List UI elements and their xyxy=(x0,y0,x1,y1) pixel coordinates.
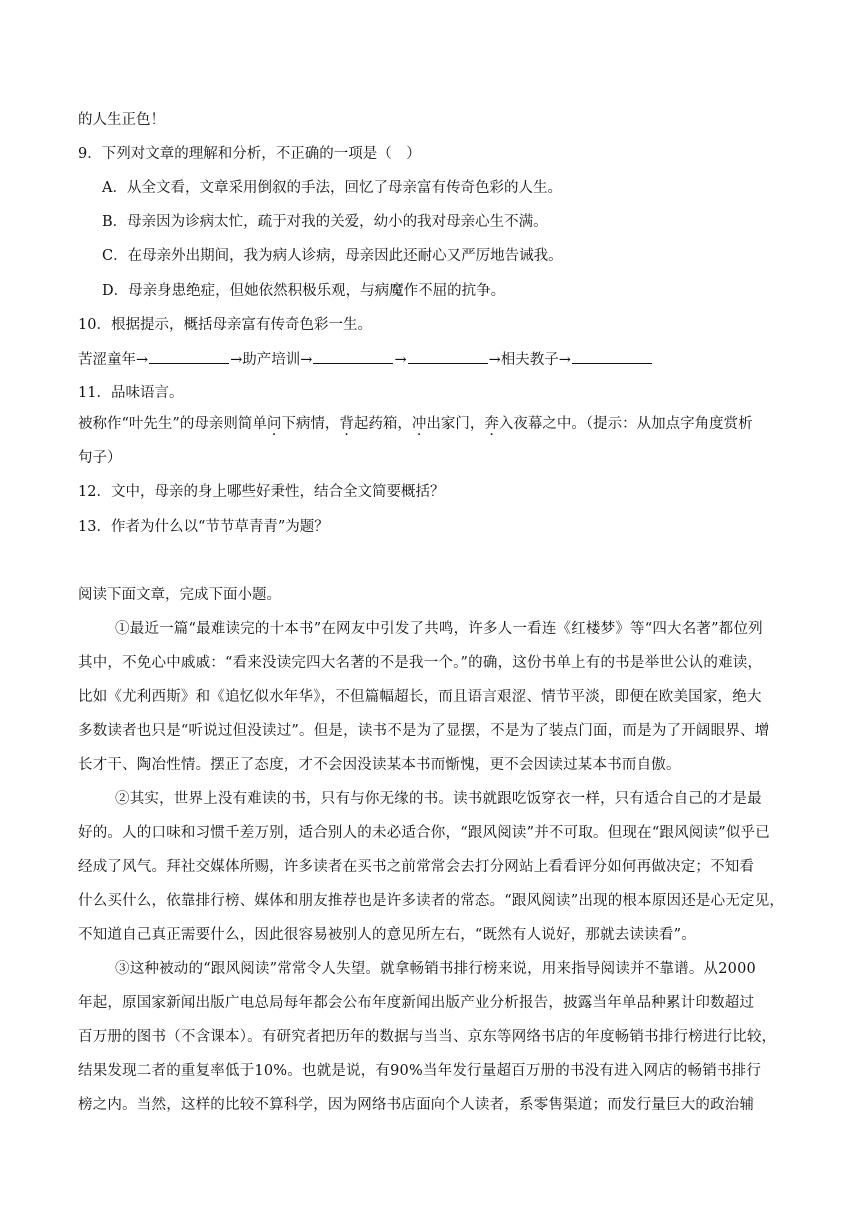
answer-blank-1[interactable] xyxy=(149,349,229,364)
answer-blank-2[interactable] xyxy=(313,349,393,364)
question-12: 12．文中，母亲的身上哪些好秉性，结合全文简要概括？ xyxy=(78,484,445,500)
sentence-part: 入夜幕之中。（提示：从加点字角度赏析 xyxy=(498,416,753,432)
question-13: 13．作者为什么以“节节草青青”为题？ xyxy=(78,519,329,535)
passage-line: 好的。人的口味和习惯千差万别，适合别人的未必适合你，“跟风阅读”并不可取。但现在“跟风阅读”似乎已 xyxy=(78,825,770,841)
question-9-option-a: A．从全文看，文章采用倒叙的手法，回忆了母亲富有传奇色彩的人生。 xyxy=(102,180,562,196)
sentence-part: 被称作“叶先生”的母亲则简单 xyxy=(78,416,267,432)
sentence-part: 起药箱， xyxy=(353,416,412,432)
passage-line: 多数读者也只是“听说过但没读过”。但是，读书不是为了显摆，不是为了装点门面，而是为了开阔眼界、增 xyxy=(78,723,770,739)
dotted-char-ben: 奔 xyxy=(484,416,499,432)
question-9-option-b: B．母亲因为诊病太忙，疏于对我的关爱，幼小的我对母亲心生不满。 xyxy=(102,214,548,230)
passage-line: 其中，不免心中戚戚：“看来没读完四大名著的不是我一个。”的确，这份书单上有的书是举世公认的难读， xyxy=(78,655,763,671)
sentence-part: 下病情， xyxy=(281,416,340,432)
chain-stage-2: →助产培训→ xyxy=(230,352,313,368)
answer-blank-4[interactable] xyxy=(572,349,652,364)
chain-stage-1: 苦涩童年→ xyxy=(78,352,149,368)
passage-line: 不知道自己真正需要什么，因此很容易被别人的意见所左右，“既然有人说好，那就去读读看”。 xyxy=(78,927,696,943)
passage-line: 经成了风气。拜社交媒体所赐，许多读者在买书之前常常会去打分网站上看看评分如何再做决定；不知看 xyxy=(78,859,755,875)
question-9-option-c: C．在母亲外出期间，我为病人诊病，母亲因此还耐心又严厉地告诫我。 xyxy=(102,248,563,264)
chain-stage-3: →相夫教子→ xyxy=(488,352,571,368)
passage-line: 结果发现二者的重复率低于10%。也就是说，有90%当年发行量超百万册的书没有进入网店的畅销书排行 xyxy=(78,1063,762,1079)
question-9-stem: 9．下列对文章的理解和分析，不正确的一项是（ ） xyxy=(78,146,421,162)
answer-blank-3[interactable] xyxy=(408,349,488,364)
passage-line: 百万册的图书（不含课本）。有研究者把历年的数据与当当、京东等网络书店的年度畅销书排行榜进行比较， xyxy=(78,1029,777,1045)
question-11-continuation: 句子） xyxy=(78,450,122,466)
passage-line: ③这种被动的“跟风阅读”常常令人失望。就拿畅销书排行榜来说，用来指导阅读并不靠谱。从2000 xyxy=(115,961,756,977)
passage-line: 什么买什么，依靠排行榜、媒体和朋友推荐也是许多读者的常态。“跟风阅读”出现的根本原因还是心无定见， xyxy=(78,893,785,909)
dotted-char-chong: 冲 xyxy=(411,416,427,432)
sentence-part: 出家门， xyxy=(426,416,485,432)
question-9-option-d: D．母亲身患绝症，但她依然积极乐观，与病魔作不屈的抗争。 xyxy=(102,283,506,299)
dotted-char-wen: 问 xyxy=(266,416,282,432)
question-10-chain xyxy=(78,349,653,370)
passage-line: ②其实，世界上没有难读的书，只有与你无缘的书。读书就跟吃饭穿衣一样，只有适合自己的才是最 xyxy=(115,791,762,807)
passage-line: 长才干、陶冶性情。摆正了态度，才不会因没读某本书而惭愧，更不会因读过某本书而自傲。 xyxy=(78,757,681,773)
previous-passage-ending: 的人生正色！ xyxy=(78,112,165,128)
dotted-char-bei: 背 xyxy=(339,416,354,432)
passage-line: ①最近一篇“最难读完的十本书”在网友中引发了共鸣，许多人一看连《红楼梦》等“四大名著”都位列 xyxy=(115,621,763,637)
question-11-stem: 11．品味语言。 xyxy=(78,385,184,401)
question-10-stem: 10．根据提示，概括母亲富有传奇色彩一生。 xyxy=(78,317,372,333)
chain-arrow: → xyxy=(394,352,407,368)
passage-line: 年起，原国家新闻出版广电总局每年都会公布年度新闻出版产业分析报告，披露当年单品种累计印数超过 xyxy=(78,995,755,1011)
passage-line: 榜之内。当然，这样的比较不算科学，因为网络书店面向个人读者，系零售渠道；而发行量巨大的政治辅 xyxy=(78,1097,755,1113)
question-11-sentence xyxy=(78,414,753,434)
passage-line: 比如《尤利西斯》和《追忆似水年华》，不但篇幅超长，而且语言艰涩、情节平淡，即便在欧美国家，绝大 xyxy=(78,689,762,705)
reading-instructions: 阅读下面文章，完成下面小题。 xyxy=(78,587,281,603)
